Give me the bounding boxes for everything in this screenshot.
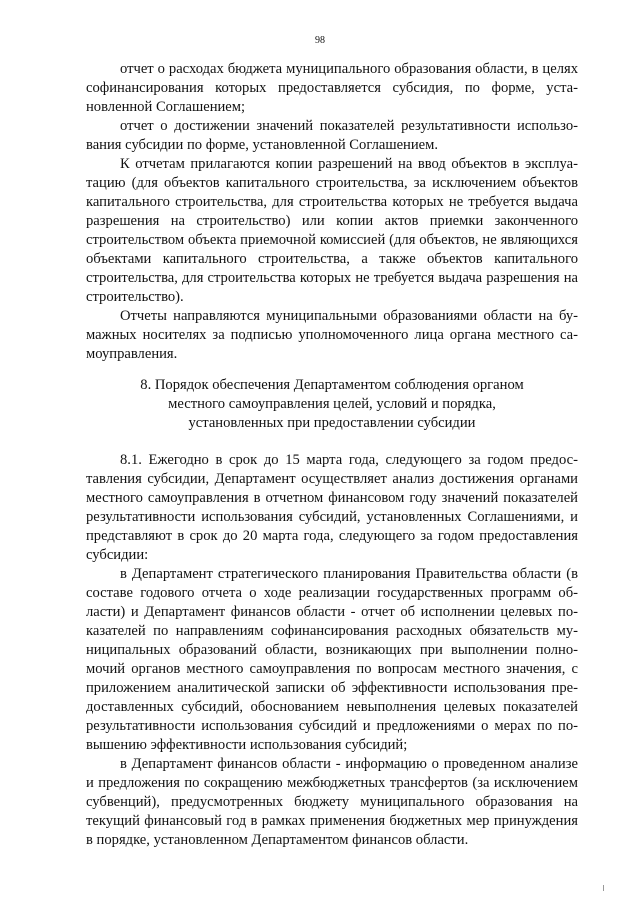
section-heading-line-1: 8. Порядок обеспечения Департаментом соблюдения органом bbox=[140, 377, 524, 393]
paragraph-expense-report: отчет о расходах бюджета муниципального образования области, в целях софинансирования которых предоставляется субсидия, по форме, установленной Соглашением; bbox=[86, 61, 578, 115]
paragraph-strategic-planning: в Департамент стратегического планирования Правительства области (в составе годового отчета о ходе реализации государственных программ области) и Департамент финансов области - отчет об исполнении целевых показателей по направлениям софинансирования расходных обязательств муниципальных образований области, возникающих при выполнении полномочий органов местного самоуправления по вопросам местного значения, с приложением аналитической записки об эффективности использования предоставленных субсидий, обоснованием невыполнения целевых показателей результативности использования субсидий и предложениями о мерах по повышению эффективности использования субсидий; bbox=[86, 566, 578, 753]
paragraph-8-1: 8.1. Ежегодно в срок до 15 марта года, следующего за годом предоставления субсидии, Департамент осуществляет анализ достижения органами местного самоуправления в отчетном финансовом году значений показателей результативности использования субсидий, установленных Соглашениями, и представляют в срок до 20 марта года, следующего за годом предоставления субсидии: bbox=[86, 452, 578, 563]
section-heading-line-3: установленных при предоставлении субсидии bbox=[188, 415, 476, 431]
section-heading-line-2: местного самоуправления целей, условий и порядка, bbox=[168, 396, 496, 412]
section-heading bbox=[86, 376, 578, 433]
page-number: 98 bbox=[315, 35, 325, 46]
document-body bbox=[86, 60, 578, 850]
paragraph-report-submission: Отчеты направляются муниципальными образованиями области на бумажных носителях за подписью уполномоченного лица органа местного самоуправления. bbox=[86, 308, 578, 362]
heading-spacer bbox=[86, 433, 578, 451]
paragraph-finance-department: в Департамент финансов области - информацию о проведенном анализе и предложения по сокращению межбюджетных трансфертов (за исключением субвенций), предусмотренных бюджету муниципального образования на текущий финансовый год в рамках применения бюджетных мер принуждения в порядке, установленном Департаментом финансов области. bbox=[86, 756, 578, 848]
paragraph-attachments: К отчетам прилагаются копии разрешений на ввод объектов в эксплуатацию (для объектов капитального строительства, за исключением объектов капитального строительства, для строительства которых не требуется выдача разрешения на строительство) или копии актов приемки законченного строительством объекта приемочной комиссией (для объектов, не являющихся объектами капитального строительства, а также объектов капитального строительства, для строительства которых не требуется выдача разрешения на строительство). bbox=[86, 156, 578, 305]
corner-mark bbox=[603, 885, 604, 891]
paragraph-indicator-report: отчет о достижении значений показателей результативности использования субсидии по форме, установленной Соглашением. bbox=[86, 118, 578, 153]
